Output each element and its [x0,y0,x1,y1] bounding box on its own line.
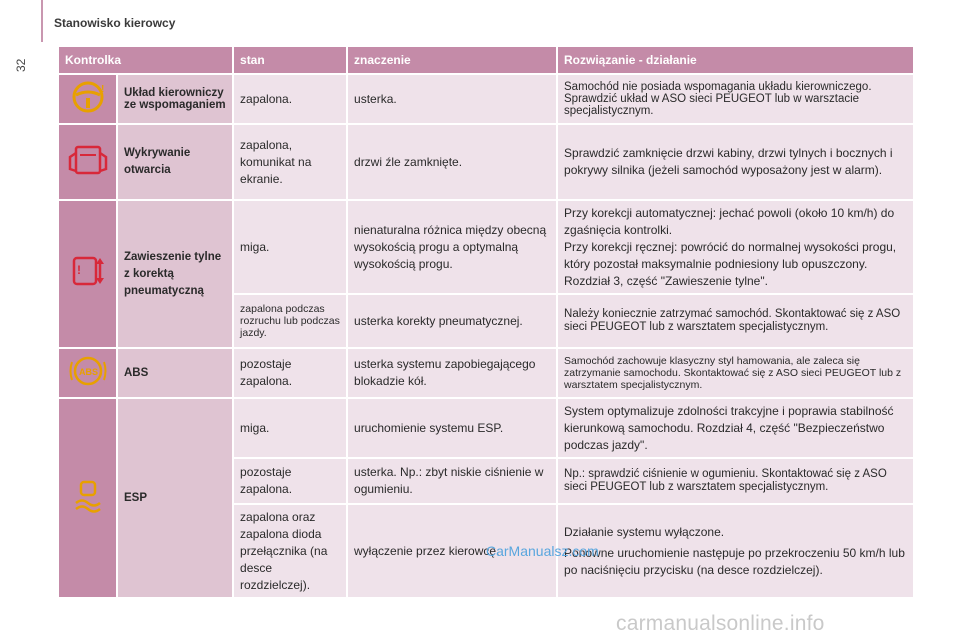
action-text: Działanie systemu wyłączone. [564,524,725,539]
watermark-text: CarManualsz.com [486,543,599,559]
light-name: Zawieszenie tylne z korektą pneumatyczną [118,201,232,347]
meaning-cell: uruchomienie systemu ESP. [348,399,556,457]
meaning-cell: wyłączenie przez kierowcę. [348,505,556,597]
column-header-stan: stan [234,47,346,73]
state-cell: miga. [234,399,346,457]
action-cell: Należy koniecznie zatrzymać samochód. Skontaktować się z ASO sieci PEUGEOT lub z warsztatem specjalistycznym. [558,295,913,347]
light-name: Wykrywanie otwarcia [118,125,232,199]
page-number: 32 [14,58,28,72]
abs-icon [68,354,108,393]
table-header-row [59,47,913,73]
state-cell: zapalona oraz zapalona dioda przełącznika (na desce rozdzielczej). [234,505,346,597]
esp-icon [72,479,104,518]
icon-cell [59,201,116,347]
meaning-cell: drzwi źle zamknięte. [348,125,556,199]
table-row [59,201,913,293]
action-text: Przy korekcji automatycznej: jechać powoli (około 10 km/h) do zgaśnięcia kontrolki. [564,205,895,237]
icon-cell [59,75,116,123]
action-text: Ponowne uruchomienie następuje po przekroczeniu 50 km/h lub po naciśnięciu przycisku (na desce rozdzielczej). [564,545,905,577]
warning-lights-table [57,45,915,599]
action-cell: System optymalizuje zdolności trakcyjne i poprawia stabilność kierunkową samochodu. Rozdział 4, część "Bezpieczeństwo podczas jazdy". [558,399,913,457]
icon-cell [59,399,116,597]
meaning-cell: usterka systemu zapobiegającego blokadzie kół. [348,349,556,397]
table-row [59,125,913,199]
svg-text:!: ! [76,262,81,277]
action-cell: Samochód nie posiada wspomagania układu kierowniczego. Sprawdzić układ w ASO sieci PEUGEOT lub w warsztacie specjalistycznym. [558,75,913,123]
action-text: Przy korekcji ręcznej: powrócić do normalnej wysokości progu, który pozostał maksymalnie podniesiony lub opuszczony. Rozdział 3, część "Zawieszenie tylne". [564,239,897,288]
state-cell: miga. [234,201,346,293]
action-cell: Np.: sprawdzić ciśnienie w ogumieniu. Skontaktować się z ASO sieci PEUGEOT lub z warsztatem specjalistycznym. [558,459,913,503]
footer-site-link[interactable]: carmanualsonline.info [616,612,825,635]
svg-text:!: ! [100,83,104,95]
icon-cell [59,125,116,199]
action-cell [558,201,913,293]
state-cell: zapalona. [234,75,346,123]
action-cell: Samochód zachowuje klasyczny styl hamowania, ale zaleca się zatrzymanie samochodu. Skontaktować się z ASO sieci PEUGEOT lub z warsztatem specjalistycznym. [558,349,913,397]
table-row [59,349,913,397]
door-open-icon [68,143,108,182]
left-accent-rule [41,0,43,42]
light-name: ABS [118,349,232,397]
light-name: Układ kierowniczy ze wspomaganiem [118,75,232,123]
column-header-kontrolka: Kontrolka [59,47,232,73]
column-header-znaczenie: znaczenie [348,47,556,73]
meaning-cell: nienaturalna różnica między obecną wysokością progu a optymalną wysokością progu. [348,201,556,293]
light-name: ESP [118,399,232,597]
steering-warning-icon [69,80,107,119]
meaning-cell: usterka. Np.: zbyt niskie ciśnienie w ogumieniu. [348,459,556,503]
column-header-rozwiazanie: Rozwiązanie - działanie [558,47,913,73]
section-title: Stanowisko kierowcy [54,16,176,30]
table-row [59,399,913,457]
state-cell: zapalona, komunikat na ekranie. [234,125,346,199]
action-cell [558,505,913,597]
table-row [59,75,913,123]
state-cell: pozostaje zapalona. [234,349,346,397]
action-cell: Sprawdzić zamknięcie drzwi kabiny, drzwi tylnych i bocznych i pokrywy silnika (jeżeli samochód wyposażony jest w alarm). [558,125,913,199]
state-cell: pozostaje zapalona. [234,459,346,503]
state-cell: zapalona podczas rozruchu lub podczas jazdy. [234,295,346,347]
rear-suspension-icon [68,252,108,297]
meaning-cell: usterka. [348,75,556,123]
icon-cell [59,349,116,397]
meaning-cell: usterka korekty pneumatycznej. [348,295,556,347]
abs-icon-label: ABS [78,366,98,377]
